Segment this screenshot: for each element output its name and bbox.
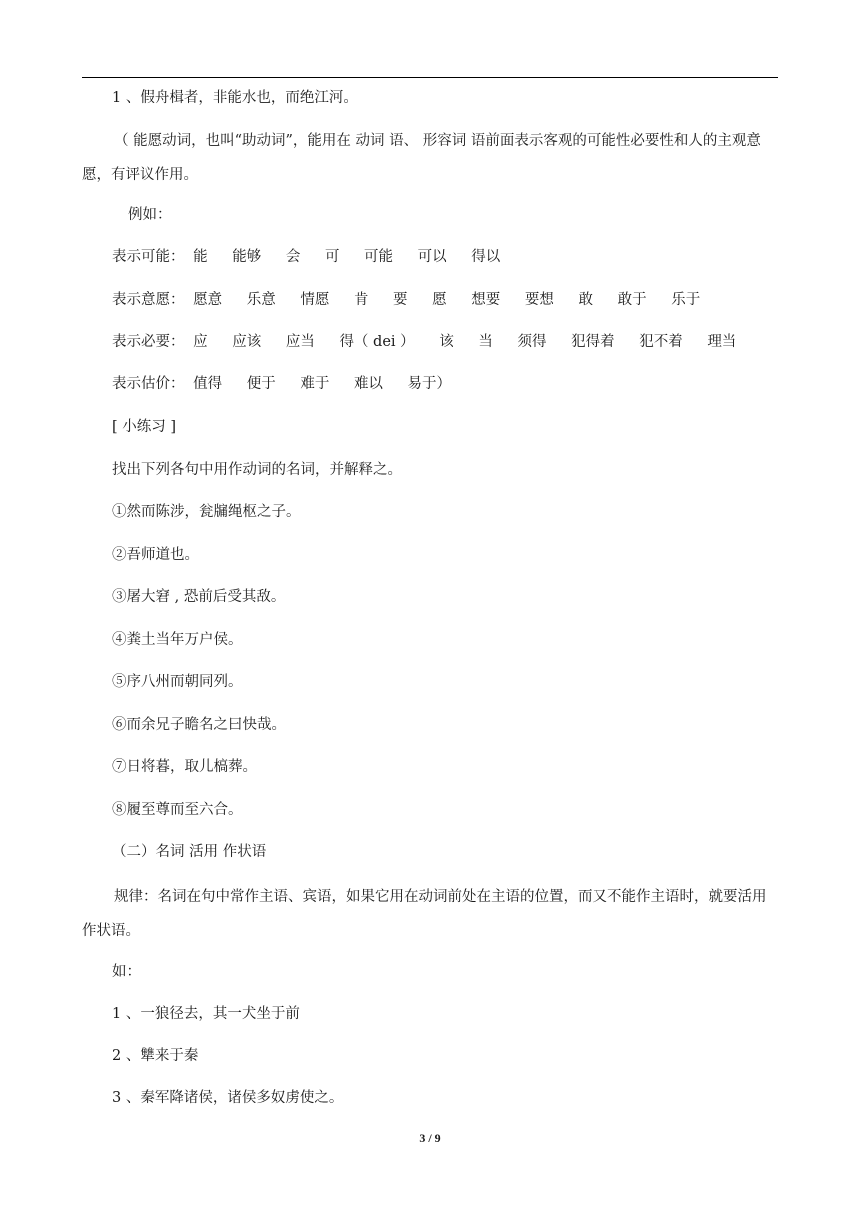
list-item: 当	[478, 334, 493, 350]
row-possibility-label: 表示可能：	[112, 249, 185, 265]
row-possibility	[112, 247, 520, 267]
list-item: 能够	[232, 249, 262, 265]
list-item: 要	[393, 292, 408, 308]
paragraph-such-as: 如：	[112, 964, 141, 980]
list-item: 易于）	[407, 376, 452, 392]
list-item: 犯得着	[571, 334, 615, 350]
exercise-item-1: ①然而陈涉，瓮牖绳枢之子。	[112, 504, 301, 520]
list-item: 可能	[364, 249, 394, 265]
exercise-item-4: ④粪土当年万户侯。	[112, 632, 243, 648]
example-item-1: 1 、一狼径去，其一犬坐于前	[112, 1006, 300, 1022]
exercise-item-3: ③屠大窘 , 恐前后受其敌。	[112, 589, 286, 605]
exercise-heading: [ 小练习 ]	[112, 419, 177, 435]
list-item: 犯不着	[639, 334, 683, 350]
row-necessity	[112, 332, 756, 352]
list-item: 难于	[300, 376, 330, 392]
exercise-item-5: ⑤序八州而朝同列。	[112, 674, 243, 690]
list-item: 应	[193, 334, 208, 350]
exercise-item-6: ⑥而余兄子瞻名之曰快哉。	[112, 717, 286, 733]
row-willingness	[112, 290, 720, 310]
list-item: 乐于	[671, 292, 701, 308]
list-item: 敢	[578, 292, 593, 308]
list-item: 敢于	[617, 292, 647, 308]
list-item: 情愿	[300, 292, 330, 308]
list-item: 愿	[432, 292, 447, 308]
paragraph-example-1: 1 、假舟楫者，非能水也，而绝江河。	[112, 90, 358, 106]
page-number: 3 / 9	[419, 1131, 441, 1145]
paragraph-for-example: 例如：	[128, 207, 172, 223]
list-item: 愿意	[193, 292, 223, 308]
exercise-instruction: 找出下列各句中用作动词的名词，并解释之。	[112, 462, 402, 478]
list-item: 要想	[524, 292, 554, 308]
list-item: 得（ dei ）	[339, 334, 415, 350]
list-item: 得以	[471, 249, 501, 265]
list-item: 能	[193, 249, 208, 265]
list-item: 须得	[517, 334, 547, 350]
list-item: 可以	[417, 249, 447, 265]
row-evaluation	[112, 374, 471, 394]
example-item-3: 3 、秦军降诸侯，诸侯多奴虏使之。	[112, 1090, 344, 1106]
list-item: 该	[439, 334, 454, 350]
row-evaluation-label: 表示估价：	[112, 376, 185, 392]
list-item: 会	[285, 249, 301, 265]
list-item: 难以	[353, 376, 383, 392]
list-item: 可	[324, 249, 340, 265]
exercise-item-2: ②吾师道也。	[112, 547, 199, 563]
exercise-item-7: ⑦日将暮，取儿槁葬。	[112, 759, 257, 775]
list-item: 乐意	[246, 292, 276, 308]
list-item: 值得	[193, 376, 223, 392]
example-item-2: 2 、犨来于秦	[112, 1048, 199, 1064]
header-rule	[82, 77, 778, 78]
row-willingness-label: 表示意愿：	[112, 292, 185, 308]
list-item: 应该	[232, 334, 262, 350]
exercise-item-8: ⑧履至尊而至六合。	[112, 802, 243, 818]
section-heading: （二）名词 活用 作状语	[112, 844, 267, 860]
paragraph-definition: （ 能愿动词，也叫“助动词”，能用在 动词 语、 形容词 语前面表示客观的可能性必要性和人的主观意愿，有评议作用。	[82, 133, 761, 183]
list-item: 肯	[353, 292, 369, 308]
paragraph-rule: 规律：名词在句中常作主语、宾语，如果它用在动词前处在主语的位置，而又不能作主语时，就要活用作状语。	[82, 889, 767, 939]
list-item: 便于	[246, 376, 276, 392]
list-item: 想要	[471, 292, 501, 308]
row-necessity-label: 表示必要：	[112, 334, 185, 350]
list-item: 理当	[707, 334, 737, 350]
list-item: 应当	[285, 334, 315, 350]
